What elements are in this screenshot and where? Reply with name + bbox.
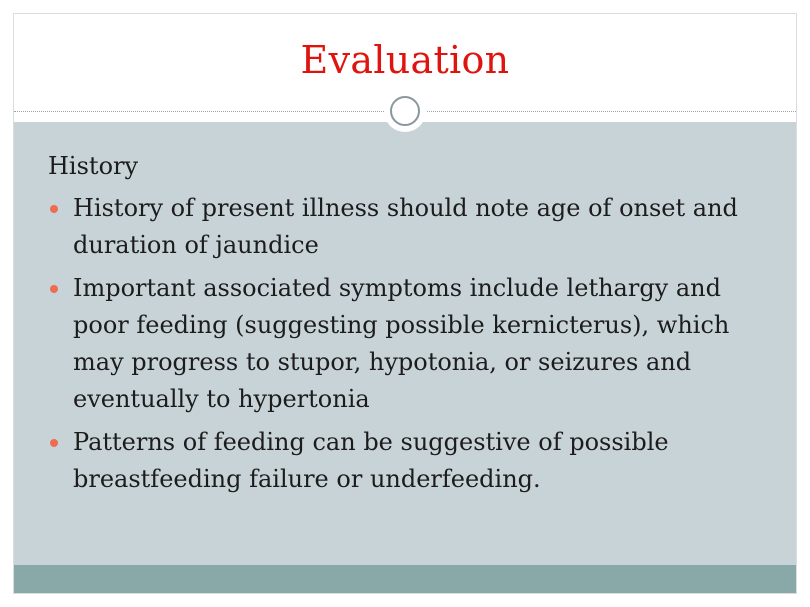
footer-band [14,565,796,593]
ornament-ring [390,96,420,126]
circle-bullet-icon [50,285,58,293]
bullet-item [48,190,768,264]
circle-bullet-icon [50,205,58,213]
slide-title: Evaluation [300,38,510,82]
bullet-list [48,190,768,498]
bullet-text: Patterns of feeding can be suggestive of possible breastfeeding failure or underfeeding. [73,428,669,493]
circle-bullet-icon [50,439,58,447]
bullet-item [48,424,768,498]
bullet-item [48,270,768,418]
bullet-text: History of present illness should note age of onset and duration of jaundice [73,194,738,259]
section-heading: History [48,152,139,180]
slide [14,14,796,593]
bullet-text: Important associated symptoms include lethargy and poor feeding (suggesting possible kernicterus), which may progress to stupor, hypotonia, or seizures and eventually to hypertonia [73,274,730,413]
slide-content [48,148,768,504]
circle-ornament-icon [384,90,426,132]
